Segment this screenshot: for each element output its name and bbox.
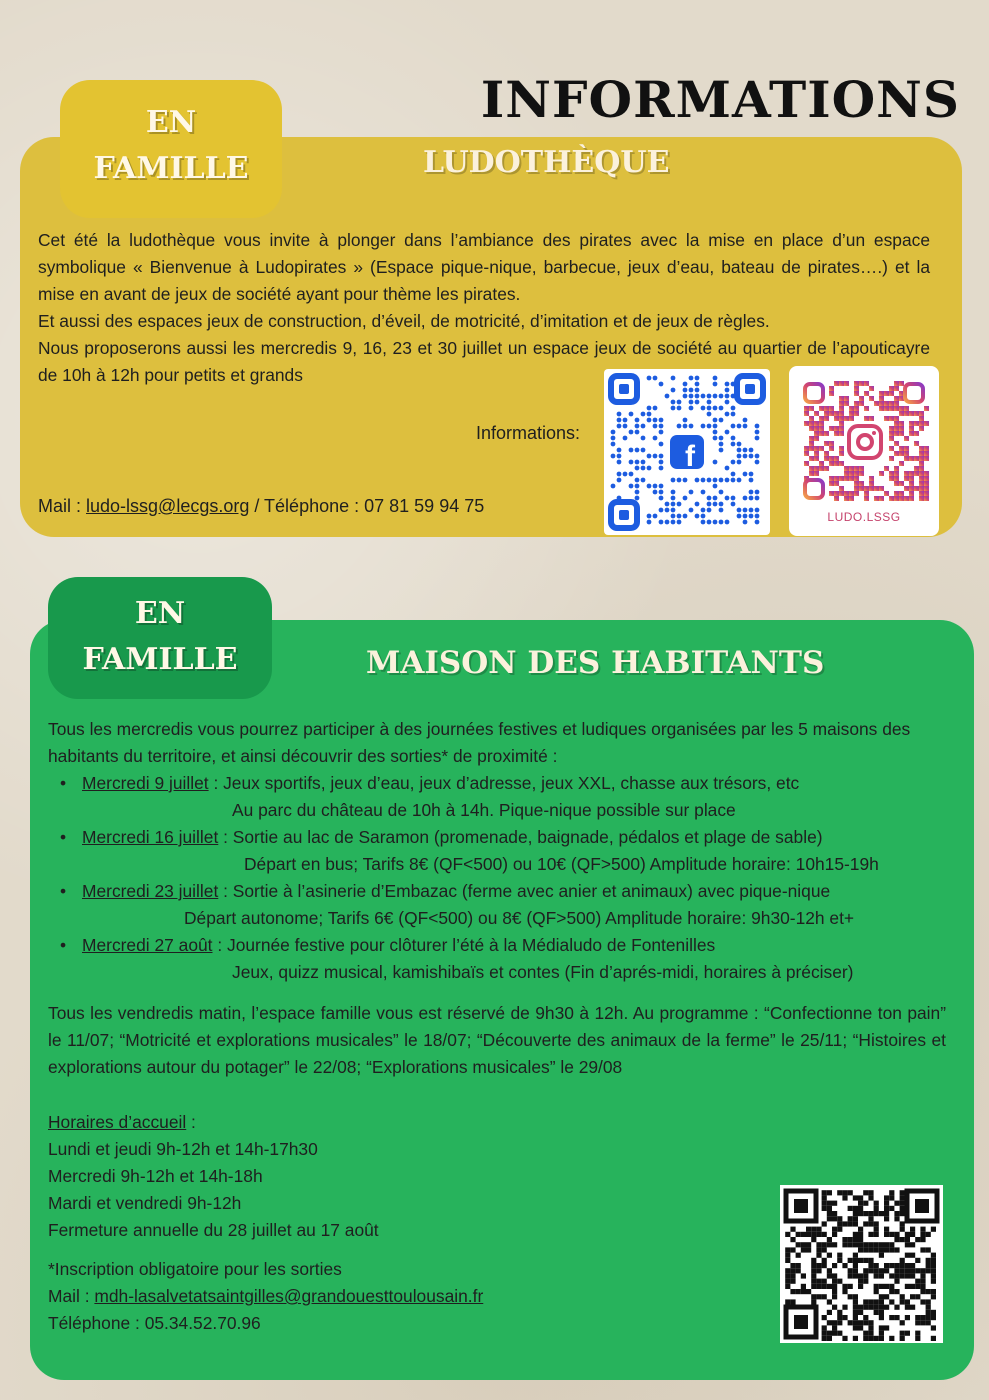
ludotheque-badge xyxy=(60,80,282,218)
outing-date: Mercredi 16 juillet xyxy=(82,827,219,847)
phone-label: / Téléphone : xyxy=(249,496,365,516)
list-item xyxy=(48,770,946,824)
outing-line-2: Départ autonome; Tarifs 6€ (QF<500) ou 8€ (QF>500) Amplitude horaire: 9h30-12h et+ xyxy=(184,908,855,928)
badge-line-2: FAMILLE xyxy=(82,642,238,677)
ludotheque-contact xyxy=(38,493,484,520)
hours-line: Mercredi 9h-12h et 14h-18h xyxy=(48,1166,263,1186)
hours-line: Mardi et vendredi 9h-12h xyxy=(48,1193,242,1213)
opening-hours-heading xyxy=(48,1109,946,1136)
list-item xyxy=(48,878,946,932)
outing-separator: : xyxy=(212,935,227,955)
ludotheque-title: LUDOTHÈQUE xyxy=(423,145,670,180)
friday-program: Tous les vendredis matin, l’espace famille vous est réservé de 9h30 à 12h. Au programme : “Confectionne ton pain” le 11/07; “Motricité et explorations musicales” le 18/07; “Découverte des animaux de la ferme” le 25/11; “Histoires et explorations autour du potager” le 22/08; “Explorations musicales” le 29/08 xyxy=(48,1003,946,1077)
ludotheque-paragraph-2: Et aussi des espaces jeux de construction, d’éveil, de motricité, d’imitation et de jeux de règles. xyxy=(38,311,770,331)
informations-label: Informations: xyxy=(476,423,581,443)
list-item xyxy=(48,824,946,878)
inscription-note: *Inscription obligatoire pour les sorties xyxy=(48,1259,342,1279)
mdh-mail-link[interactable]: mdh-lasalvetatsaintgilles@grandouesttoulousain.fr xyxy=(94,1286,484,1306)
page-title: INFORMATIONS xyxy=(480,70,960,129)
ludotheque-mail-link[interactable]: ludo-lssg@lecgs.org xyxy=(86,496,250,516)
phone-label: Téléphone : xyxy=(48,1313,145,1333)
instagram-qr-graphic xyxy=(789,366,939,516)
svg-text:f: f xyxy=(685,440,695,473)
badge-line-1: EN xyxy=(145,105,197,140)
ludotheque-paragraph-1: Cet été la ludothèque vous invite à plonger dans l’ambiance des pirates avec la mise en place d’un espace symbolique « Bienvenue à Ludopirates » (Espace pique-nique, barbecue, jeux d’eau, bateau de pirates….) et la mise en avant de jeux de société ayant pour thème les pirates. xyxy=(38,230,930,304)
hours-line: Lundi et jeudi 9h-12h et 14h-17h30 xyxy=(48,1139,318,1159)
outings-list xyxy=(48,770,946,986)
badge-line-1: EN xyxy=(134,596,186,631)
instagram-caption: LUDO.LSSG xyxy=(827,510,901,524)
opening-hours-label: Horaires d’accueil xyxy=(48,1112,187,1132)
hours-line: Fermeture annuelle du 28 juillet au 17 août xyxy=(48,1220,379,1240)
ludotheque-phone: 07 81 59 94 75 xyxy=(364,496,485,516)
mdh-title: MAISON DES HABITANTS xyxy=(366,645,825,681)
outing-line-1: Journée festive pour clôturer l’été à la Médialudo de Fontenilles xyxy=(227,935,716,955)
outing-separator: : xyxy=(218,881,233,901)
instagram-qr-code[interactable] xyxy=(789,366,939,536)
mail-label: Mail : xyxy=(48,1286,95,1306)
outing-line-1: Sortie à l’asinerie d’Embazac (ferme avec anier et animaux) avec pique-nique xyxy=(232,881,831,901)
outing-line-2: Jeux, quizz musical, kamishibaïs et contes (Fin d’aprés-midi, horaires à préciser) xyxy=(232,962,854,982)
outing-line-1: Jeux sportifs, jeux d’eau, jeux d’adresse, jeux XXL, chasse aux trésors, etc xyxy=(223,773,800,793)
mdh-qr-code[interactable] xyxy=(780,1185,943,1343)
mail-label: Mail : xyxy=(38,496,87,516)
mdh-phone: 05.34.52.70.96 xyxy=(144,1313,261,1333)
mdh-badge xyxy=(48,577,272,699)
mdh-intro: Tous les mercredis vous pourrez participer à des journées festives et ludiques organisées par les 5 maisons des habitants du territoire, et ainsi découvrir des sorties* de proximité : xyxy=(48,719,911,766)
facebook-qr-graphic xyxy=(604,369,770,535)
outing-date: Mercredi 27 août xyxy=(82,935,213,955)
outing-date: Mercredi 9 juillet xyxy=(82,773,209,793)
outing-date: Mercredi 23 juillet xyxy=(82,881,219,901)
outing-line-1: Sortie au lac de Saramon (promenade, baignade, pédalos et plage de sable) xyxy=(232,827,823,847)
ludotheque-description xyxy=(38,227,930,389)
outing-separator: : xyxy=(218,827,233,847)
outing-line-2: Au parc du château de 10h à 14h. Pique-nique possible sur place xyxy=(232,800,736,820)
ludotheque-paragraph-3: Nous proposerons aussi les mercredis 9, 16, 23 et 30 juillet un espace jeux de société au quartier de l’apouticayre de 10h à 12h pour petits et grands xyxy=(38,338,930,385)
facebook-qr-code[interactable] xyxy=(604,369,770,535)
badge-line-2: FAMILLE xyxy=(93,151,249,186)
outing-line-2: Départ en bus; Tarifs 8€ (QF<500) ou 10€ (QF>500) Amplitude horaire: 10h15-19h xyxy=(244,854,879,874)
list-item xyxy=(48,932,946,986)
hours-separator: : xyxy=(186,1112,196,1132)
outing-separator: : xyxy=(208,773,224,793)
mdh-qr-graphic xyxy=(780,1185,943,1343)
